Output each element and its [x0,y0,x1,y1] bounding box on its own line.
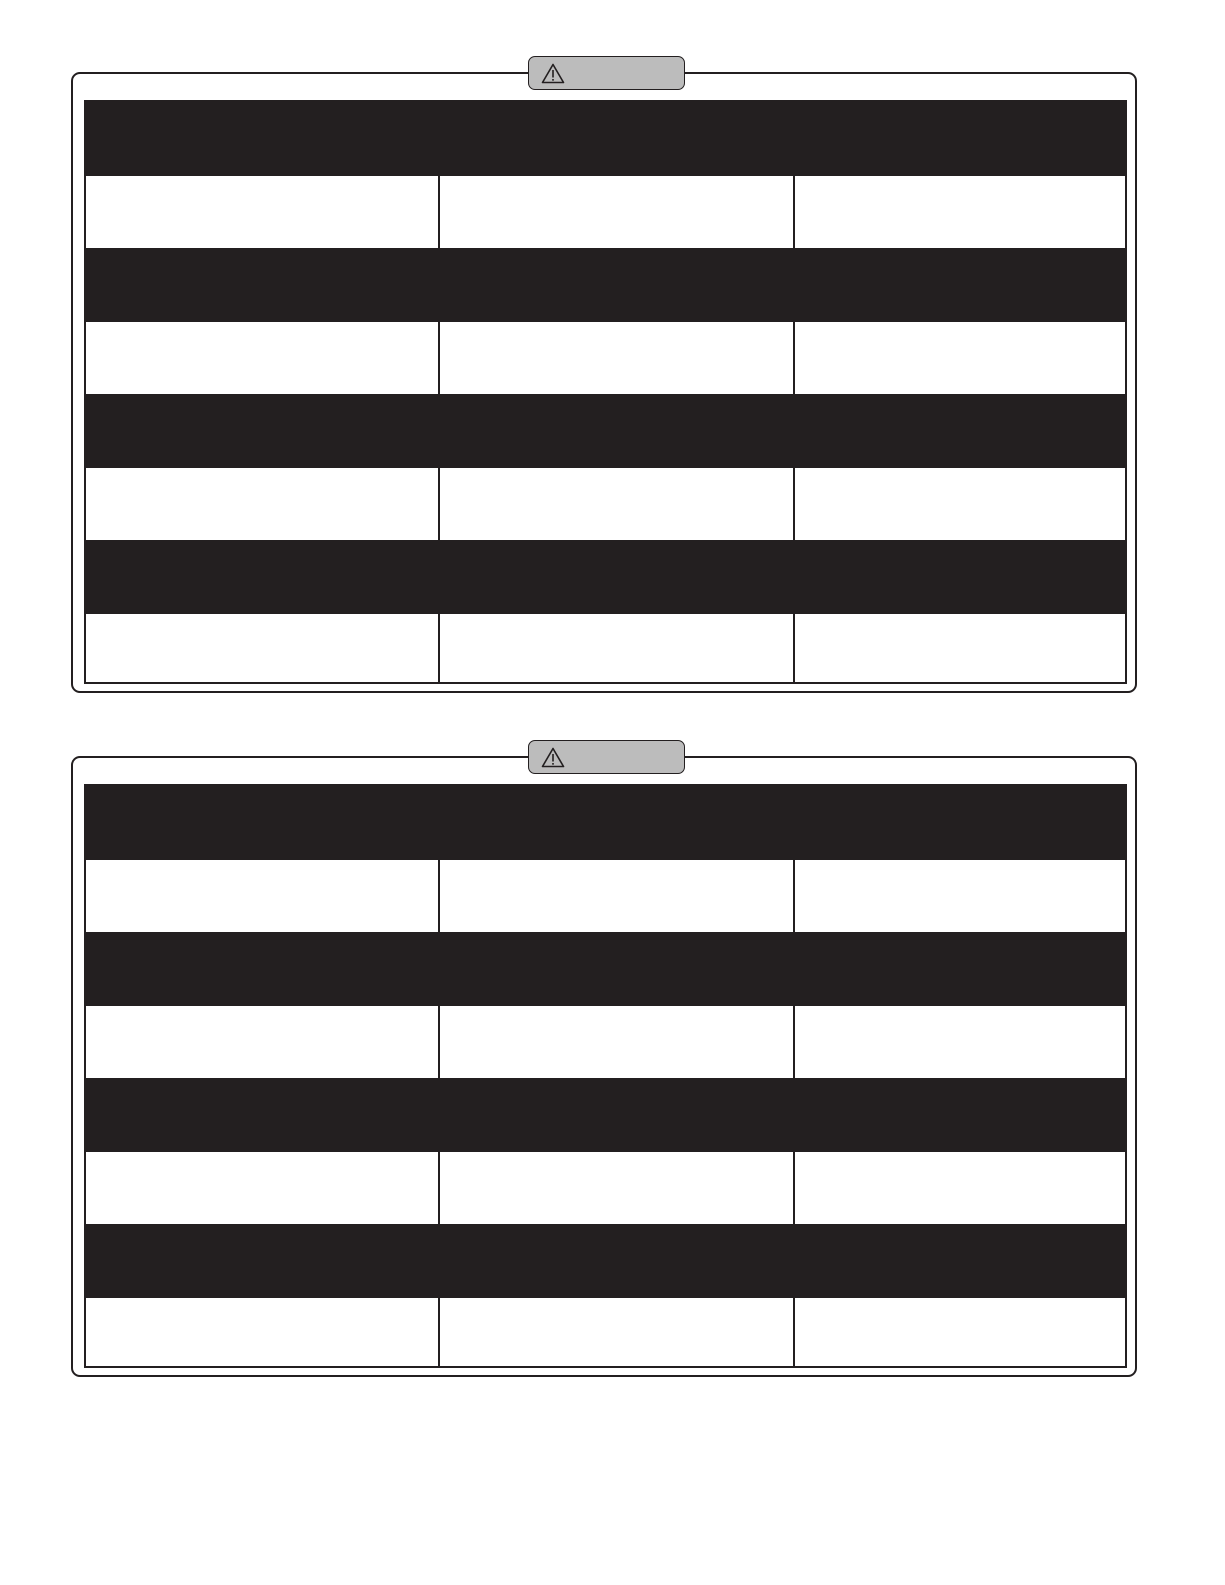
safety-table [84,784,1127,1368]
table-cell [86,322,440,394]
table-cell [795,468,1125,540]
table-cell [86,1152,440,1224]
safety-table [84,100,1127,684]
table-row [86,322,1125,394]
table-cell [440,1296,795,1368]
table-row [86,1006,1125,1078]
warning-panel-2 [71,756,1137,1377]
table-header-band [86,932,1125,1006]
table-cell [440,468,795,540]
table-cell [440,1006,795,1078]
table-cell [86,1296,440,1368]
table-cell [795,322,1125,394]
table-cell [440,612,795,684]
table-cell [86,176,440,248]
table-cell [795,860,1125,932]
warning-panel-1 [71,72,1137,693]
table-cell [795,176,1125,248]
warning-tab [528,740,685,774]
table-cell [795,1152,1125,1224]
table-cell [440,1152,795,1224]
table-row [86,176,1125,248]
warning-triangle-icon [541,747,565,768]
table-header-band [86,786,1125,860]
table-row [86,1152,1125,1224]
table-row [86,1296,1125,1368]
table-header-band [86,540,1125,614]
table-cell [795,1006,1125,1078]
table-cell [86,860,440,932]
table-cell [440,860,795,932]
warning-triangle-icon [541,63,565,84]
table-cell [440,176,795,248]
table-cell [86,468,440,540]
table-header-band [86,1078,1125,1152]
table-header-band [86,1224,1125,1298]
table-cell [86,1006,440,1078]
table-row [86,468,1125,540]
table-cell [795,612,1125,684]
table-header-band [86,248,1125,322]
table-cell [795,1296,1125,1368]
table-cell [86,612,440,684]
table-cell [440,322,795,394]
table-header-band [86,394,1125,468]
table-row [86,612,1125,684]
table-header-band [86,102,1125,176]
table-row [86,860,1125,932]
warning-tab [528,56,685,90]
